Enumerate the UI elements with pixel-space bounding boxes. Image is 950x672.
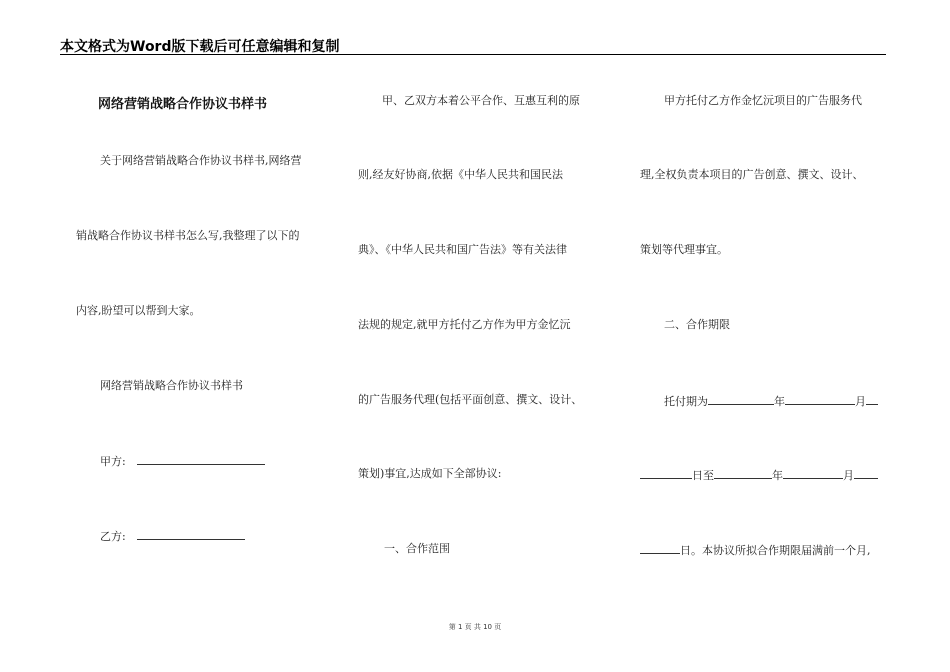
term-row-3 [640, 542, 871, 558]
end-month-blank [783, 467, 843, 479]
day-to-label: 日至 [692, 469, 714, 482]
body-line-7: 甲方托付乙方作金忆沅项目的广告服务代 [664, 94, 862, 107]
start-year-blank [708, 393, 774, 405]
term-row-2 [640, 467, 878, 483]
party-b-label: 乙方: [100, 530, 126, 543]
month-label: 月 [855, 395, 866, 408]
party-a-blank [137, 453, 265, 465]
party-a-label: 甲方: [100, 455, 126, 468]
document-title: 网络营销战略合作协议书样书 [98, 97, 268, 112]
end-year-blank [714, 467, 772, 479]
body-line-8: 理,全权负责本项目的广告创意、撰文、设计、 [640, 168, 864, 181]
term-tail: 日。本协议所拟合作期限届满前一个月, [680, 544, 871, 557]
end-day-blank-cont [640, 542, 680, 554]
party-a-row [100, 453, 265, 469]
body-line-6: 策划)事宜,达成如下全部协议: [358, 467, 502, 480]
intro-line-3: 内容,盼望可以帮到大家。 [76, 304, 201, 317]
header-text: 本文格式为Word版下载后可任意编辑和复制 [60, 39, 340, 55]
body-line-1: 甲、乙双方本着公平合作、互惠互利的原 [382, 94, 580, 107]
body-line-5: 的广告服务代理(包括平面创意、撰文、设计、 [358, 393, 583, 406]
term-row-1 [664, 393, 878, 409]
body-line-9: 策划等代理事宜。 [640, 243, 728, 256]
year-label-2: 年 [772, 469, 783, 482]
body-line-2: 则,经友好协商,依据《中华人民共和国民法 [358, 168, 563, 181]
start-month-blank [785, 393, 855, 405]
page-number: 第 1 页 共 10 页 [448, 623, 502, 631]
intro-line-2: 销战略合作协议书样书怎么写,我整理了以下的 [76, 229, 300, 242]
year-label: 年 [774, 395, 785, 408]
term-prefix: 托付期为 [664, 395, 708, 408]
column-2 [358, 60, 608, 630]
party-b-row [100, 528, 245, 544]
section-heading-term: 二、合作期限 [664, 318, 730, 331]
intro-line-1: 关于网络营销战略合作协议书样书,网络营 [100, 154, 302, 167]
start-day-blank-cont [640, 467, 692, 479]
body-line-4: 法规的规定,就甲方托付乙方作为甲方金忆沅 [358, 318, 571, 331]
month-label-2: 月 [843, 469, 854, 482]
column-3 [640, 60, 892, 630]
page-header [60, 34, 886, 55]
section-heading-scope: 一、合作范围 [384, 542, 450, 555]
start-day-blank [866, 393, 878, 405]
body-line-3: 典》、《中华人民共和国广告法》等有关法律 [358, 243, 567, 256]
agreement-subtitle: 网络营销战略合作协议书样书 [100, 379, 243, 392]
column-1 [76, 60, 326, 630]
party-b-blank [137, 528, 245, 540]
end-day-blank [854, 467, 878, 479]
